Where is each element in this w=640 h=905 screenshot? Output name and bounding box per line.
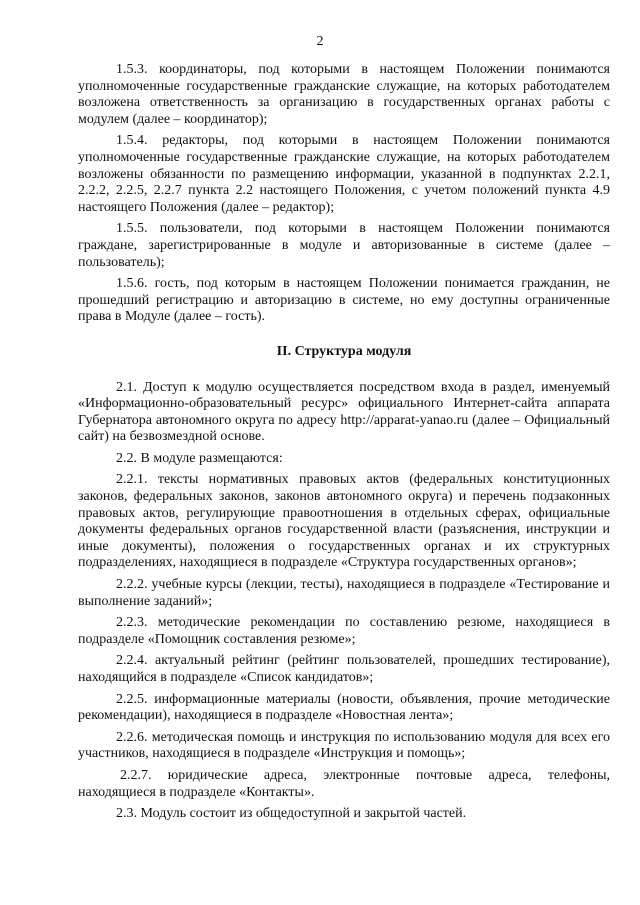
page-number: 2 bbox=[316, 34, 324, 49]
paragraph-2-3: 2.3. Модуль состоит из общедоступной и закрытой частей. bbox=[116, 806, 467, 822]
paragraph-1-5-3: 1.5.3. координаторы, под которыми в настоящем Положении понимаются уполномоченные государственные гражданские служащие, на которых работодателем возложена ответственность за организацию в государственных органах работы с модулем (далее – координатор); bbox=[78, 62, 610, 127]
paragraph-2-2-5: 2.2.5. информационные материалы (новости, объявления, прочие методические рекомендации), находящиеся в подразделе «Новостная лента»; bbox=[78, 691, 610, 724]
section-heading: II. Структура модуля bbox=[276, 343, 412, 359]
paragraph-2-2-6: 2.2.6. методическая помощь и инструкция по использованию модуля для всех его участников, находящиеся в подразделе «Инструкция и помощь»; bbox=[78, 729, 610, 762]
paragraph-2-2: 2.2. В модуле размещаются: bbox=[116, 450, 283, 466]
paragraph-2-2-7: 2.2.7. юридические адреса, электронные почтовые адреса, телефоны, находящиеся в подразделе «Контакты». bbox=[78, 767, 610, 800]
paragraph-1-5-5: 1.5.5. пользователи, под которыми в настоящем Положении понимаются граждане, зарегистрированные в модуле и авторизованные в системе (далее – пользователь); bbox=[78, 221, 610, 270]
paragraph-1-5-6: 1.5.6. гость, под которым в настоящем Положении понимается гражданин, не прошедший регистрацию и авторизацию в системе, но ему доступны ограниченные права в Модуле (далее – гость). bbox=[78, 276, 610, 325]
paragraph-2-2-1: 2.2.1. тексты нормативных правовых актов (федеральных конституционных законов, федеральных законов, законов автономного округа) и перечень подзаконных правовых актов, регулирующие правоотношения в отдельных сферах, официальные документы федеральных органов государственной власти (разъяснения, инструкции и иные документы), положения о государственных органах и их структурных подразделениях, находящиеся в подразделе «Структура государственных органов»; bbox=[78, 472, 610, 571]
paragraph-2-1: 2.1. Доступ к модулю осуществляется посредством входа в раздел, именуемый «Информационно-образовательный ресурс» официального Интернет-сайта аппарата Губернатора автономного округа по адресу http://apparat-yanao.ru (далее – Официальный сайт) на безвозмездной основе. bbox=[78, 379, 610, 445]
paragraph-2-2-3: 2.2.3. методические рекомендации по составлению резюме, находящиеся в подразделе «Помощник составления резюме»; bbox=[78, 615, 610, 647]
document-body bbox=[78, 62, 610, 828]
paragraph-2-2-2: 2.2.2. учебные курсы (лекции, тесты), находящиеся в подразделе «Тестирование и выполнение заданий»; bbox=[78, 577, 610, 609]
paragraph-2-2-4: 2.2.4. актуальный рейтинг (рейтинг пользователей, прошедших тестирование), находящийся в подразделе «Список кандидатов»; bbox=[78, 653, 610, 685]
paragraph-1-5-4: 1.5.4. редакторы, под которыми в настоящем Положении понимаются уполномоченные государственные гражданские служащие, на которых работодателем возложены обязанности по размещению информации, указанной в подпунктах 2.2.1, 2.2.2, 2.2.5, 2.2.7 пункта 2.2 настоящего Положения, с учетом положений пункта 4.9 настоящего Положения (далее – редактор); bbox=[78, 133, 610, 215]
